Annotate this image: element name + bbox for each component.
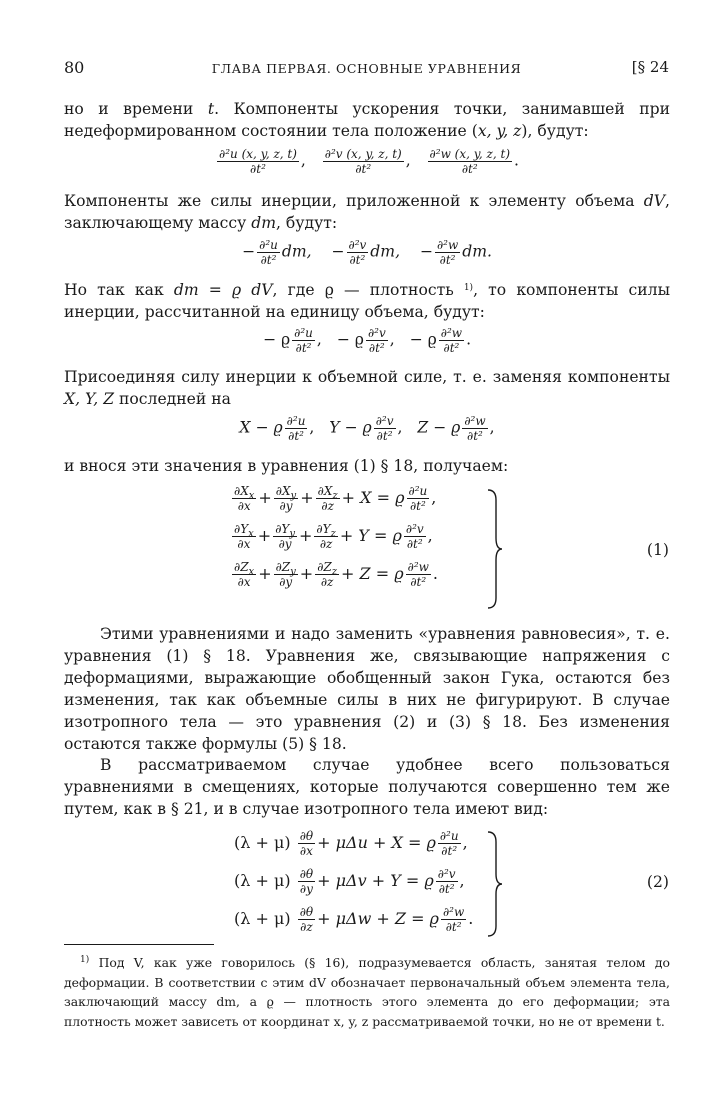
formula-inertia-components: − $\frac{\text{∂²u}}{\text{∂t²}}$ dm, − $\frac{\text{∂²v}}{\text{∂t²}}$ dm, − $\frac{\text{∂²w}}{\text{∂t²}}$ dm. (242, 238, 492, 267)
formula-replaced-components: X − ϱ $\frac{\text{∂²u}}{\text{∂t²}}$ , Y − ϱ $\frac{\text{∂²v}}{\text{∂t²}}$ , Z − ϱ $\frac{\text{∂²w}}{\text{∂t²}}$ , (239, 414, 495, 443)
page-number: 80 (64, 58, 85, 77)
paragraph-acceleration: но и времени t. Компоненты ускорения точки, занимавшей при недеформированном состоянии тела положение (x, y, z), будут: (64, 100, 670, 140)
paragraph-replace-components: Присоединяя силу инерции к объемной силе, т. е. заменяя компоненты X, Y, Z последней на (64, 368, 670, 408)
fraction-accel-u: $\frac{\text{∂²u (x, y, z, t)}}{\text{∂t²}}$ (219, 147, 297, 176)
formula-accelerations: $\frac{\text{∂²u (x, y, z, t)}}{\text{∂t²}}$ , $\frac{\text{∂²v (x, y, z, t)}}{\text{∂t²}}$ , $\frac{\text{∂²w (x, y, z, t)}}{\text{∂t²}}$ . (219, 147, 519, 176)
footnote-reference: 1) (463, 283, 474, 293)
footnote-rule (64, 944, 214, 945)
formula-per-unit-volume: − ϱ $\frac{\text{∂²u}}{\text{∂t²}}$ , − ϱ $\frac{\text{∂²v}}{\text{∂t²}}$ , − ϱ $\frac{\text{∂²w}}{\text{∂t²}}$ . (262, 326, 472, 355)
paragraph-density: Но так как dm = ϱ dV, где ϱ — плотность $^{1)}$, то компоненты силы инерции, рассчитанной на единицу объема, будут: (64, 281, 670, 321)
paragraph-inertia-force: Компоненты же силы инерции, приложенной к элементу объема dV, заключающему массу dm, будут: (64, 192, 670, 232)
displacement-row-z: (λ + μ) $\frac{\partial\theta}{\partial z}$ + μΔw + Z = ϱ $\frac{\text{∂²w}}{\text{∂t²}}$ . (234, 905, 474, 934)
fraction-accel-v: $\frac{\text{∂²v (x, y, z, t)}}{\text{∂t²}}$ (324, 147, 402, 176)
right-brace-system-1 (484, 488, 504, 610)
displacement-row-y: (λ + μ) $\frac{\partial\theta}{\partial y}$ + μΔv + Y = ϱ $\frac{\text{∂²v}}{\text{∂t²}}$ , (234, 867, 465, 896)
paragraph-displacement-equations: В рассматриваемом случае удобнее всего пользоваться уравнениями в смещениях, которые получаются совершенно тем же путем, как в § 21, и в случае изотропного тела имеют вид: (64, 756, 670, 818)
right-brace-system-2 (484, 830, 504, 938)
equation-number-1: (1) (646, 541, 669, 559)
footnote-text: Под V, как уже говорилось (§ 16), подразумевается область, занятая телом до деформации. В соответствии с этим dV обозначает первоначальный объем элемента тела, заключающий массу dm, а ϱ — плотность этого элемента до его деформации; эта плотность может зависеть от координат x, y, z рассматриваемой точки, но не от времени t. (64, 955, 670, 1029)
footnote-marker: 1) (80, 955, 90, 965)
footnote (64, 953, 670, 1031)
displacement-row-x: (λ + μ) $\frac{\partial\theta}{\partial x}$ + μΔu + X = ϱ $\frac{\text{∂²u}}{\text{∂t²}}$ , (234, 829, 468, 858)
equation-row-z: $\frac{\partial Z_x}{\partial x}$ + $\frac{\partial Z_y}{\partial y}$ + $\frac{\partial Z_z}{\partial z}$ + Z = ϱ $\frac{\text{∂²w}}{\text{∂t²}}$ . (234, 560, 439, 589)
equation-number-2: (2) (646, 873, 669, 891)
fraction-accel-w: $\frac{\text{∂²w (x, y, z, t)}}{\text{∂t²}}$ (429, 147, 510, 176)
equation-row-y: $\frac{\partial Y_x}{\partial x}$ + $\frac{\partial Y_y}{\partial y}$ + $\frac{\partial Y_z}{\partial z}$ + Y = ϱ $\frac{\text{∂²v}}{\text{∂t²}}$ , (234, 522, 433, 551)
running-header (64, 58, 669, 80)
chapter-title: ГЛАВА ПЕРВАЯ. ОСНОВНЫЕ УРАВНЕНИЯ (211, 61, 522, 76)
paragraph-substitute: и внося эти значения в уравнения (1) § 18, получаем: (64, 457, 509, 475)
section-marker: [§ 24 (631, 58, 669, 76)
paragraph-replace-equilibrium: Этими уравнениями и надо заменить «уравнения равновесия», т. е. уравнения (1) § 18. Уравнения же, связывающие напряжения с деформациями, выражающие обобщенный закон Гука, остаются без изменения, так как объемные силы в них не фигурируют. В случае изотропного тела — это уравнения (2) и (3) § 18. Без изменения остаются также формулы (5) § 18. (64, 625, 670, 753)
equation-row-x: $\frac{\partial X_x}{\partial x}$ + $\frac{\partial X_y}{\partial y}$ + $\frac{\partial X_z}{\partial z}$ + X = ϱ $\frac{\text{∂²u}}{\text{∂t²}}$ , (234, 484, 437, 513)
